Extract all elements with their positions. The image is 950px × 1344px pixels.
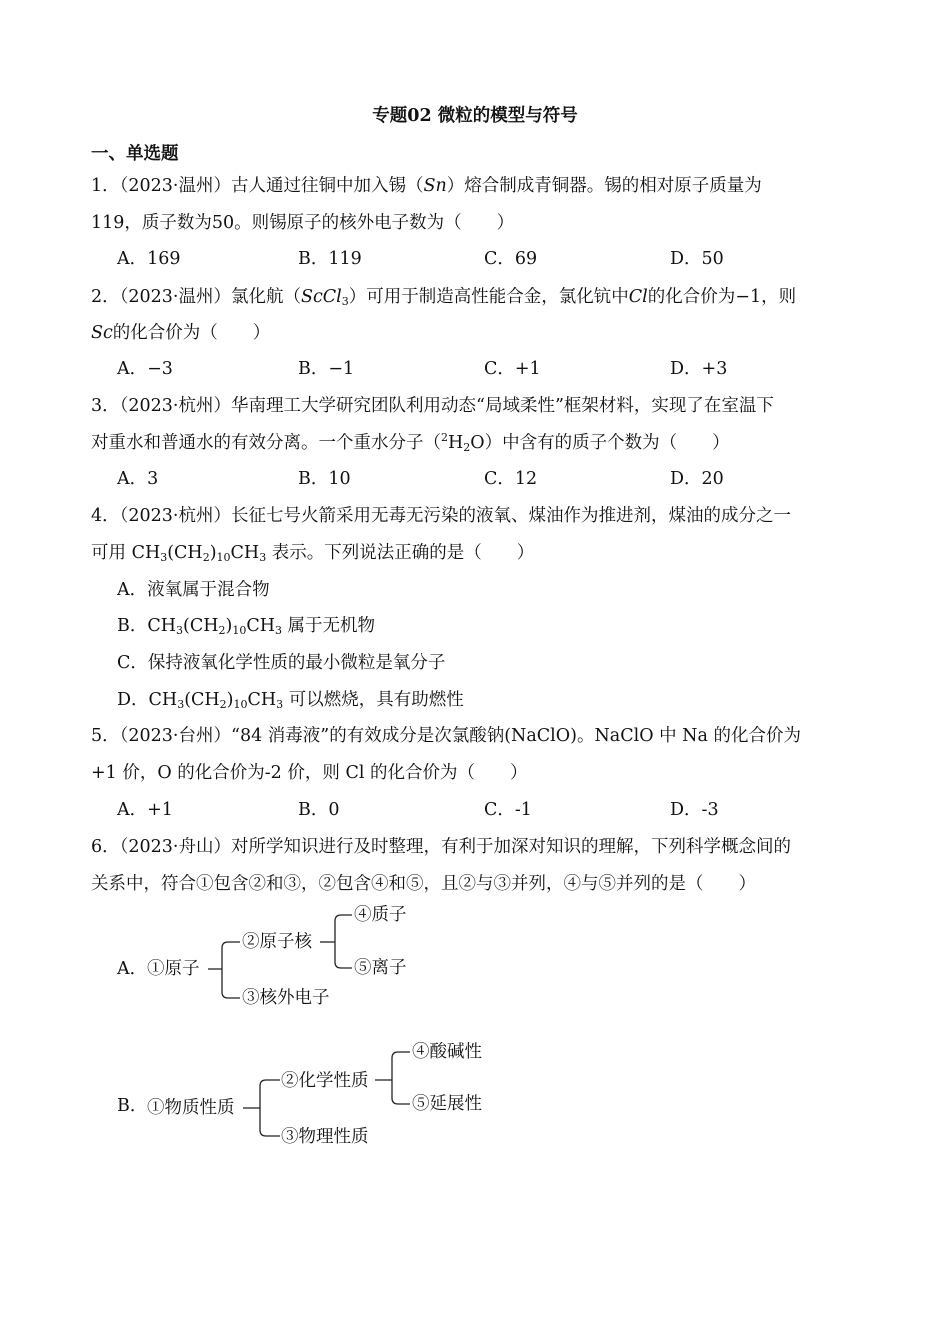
q4-option-c[interactable]: C．保持液氧化学性质的最小微粒是氧分子 xyxy=(117,653,446,673)
q4-option-a[interactable]: A．液氧属于混合物 xyxy=(117,580,270,600)
q1-line-1: 1．（2023·温州）古人通过往铜中加入锡（Sn）熔合制成青铜器。锡的相对原子质量为 xyxy=(91,176,762,196)
q2-line-2: Sc的化合价为（ ） xyxy=(91,323,271,343)
q1-option-a[interactable]: A．169 xyxy=(117,249,181,269)
q2-formula: ScCl xyxy=(301,287,342,307)
diagram-b-node-2: ②化学性质 xyxy=(281,1071,369,1091)
q6-line-2: 关系中，符合①包含②和③，②包含④和⑤，且②与③并列，④与⑤并列的是（ ） xyxy=(91,874,756,894)
q3-line-1: 3．（2023·杭州）华南理工大学研究团队利用动态“局域柔性”框架材料，实现了在室温下 xyxy=(91,396,774,416)
diagram-a-node-5: ⑤离子 xyxy=(354,958,407,978)
q2-source: （2023·温州） xyxy=(119,287,231,307)
q2-line-1: 2．（2023·温州）氯化航（ScCl$_3$）可用于制造高性能合金，氯化钪中Cl的化合价为−1，则 xyxy=(91,287,797,308)
q2-option-c[interactable]: C．+1 xyxy=(484,359,541,379)
q3-line-2: 对重水和普通水的有效分离。一个重水分子$(^2H_2O)$中含有的质子个数为（ ） xyxy=(91,431,730,454)
q5-line-1: 5．（2023·台州）“84 消毒液”的有效成分是次氯酸钠(NaClO)。NaClO 中 Na 的化合价为 xyxy=(91,726,801,746)
q5-option-b[interactable]: B．0 xyxy=(298,800,340,820)
q5-number: 5． xyxy=(91,726,120,746)
q5-option-c[interactable]: C．-1 xyxy=(484,800,532,820)
q4-line-1: 4．（2023·杭州）长征七号火箭采用无毒无污染的液氧、煤油作为推进剂，煤油的成分之一 xyxy=(91,506,791,526)
q3-option-b[interactable]: B．10 xyxy=(298,469,351,489)
diagram-b-root: ①物质性质 xyxy=(147,1098,235,1118)
q6-option-a-label: A． xyxy=(117,959,148,979)
q4-line-2: 可用 $CH_3(CH_2)_{10}CH_3$ 表示。下列说法正确的是（ ） xyxy=(91,543,535,564)
q2-option-a[interactable]: A．−3 xyxy=(117,359,173,379)
diagram-a-node-2: ②原子核 xyxy=(242,932,312,952)
q3-number: 3． xyxy=(91,396,120,416)
q6-number: 6． xyxy=(91,837,120,857)
page-title: 专题02 微粒的模型与符号 xyxy=(372,106,578,126)
q1-option-b[interactable]: B．119 xyxy=(298,249,362,269)
q4-number: 4． xyxy=(91,506,120,526)
q1-option-c[interactable]: C．69 xyxy=(484,249,538,269)
q5-source: （2023·台州） xyxy=(119,726,231,746)
diagram-a-node-4: ④质子 xyxy=(354,905,407,925)
q3-option-c[interactable]: C．12 xyxy=(484,469,538,489)
q3-option-a[interactable]: A．3 xyxy=(117,469,159,489)
q4-source: （2023·杭州） xyxy=(119,506,231,526)
q5-option-a[interactable]: A．+1 xyxy=(117,800,173,820)
diagram-b-connectors xyxy=(240,1040,420,1150)
q2-option-b[interactable]: B．−1 xyxy=(298,359,355,379)
q6-source: （2023·舟山） xyxy=(119,837,231,857)
q5-option-d[interactable]: D．-3 xyxy=(670,800,719,820)
section-heading: 一、单选题 xyxy=(91,144,179,164)
diagram-a-connectors xyxy=(200,900,360,1010)
q4-option-d[interactable]: D．$CH_3(CH_2)_{10}CH_3$ 可以燃烧，具有助燃性 xyxy=(117,690,464,711)
diagram-a-node-3: ③核外电子 xyxy=(242,988,330,1008)
q1-option-d[interactable]: D．50 xyxy=(670,249,724,269)
q3-source: （2023·杭州） xyxy=(119,396,231,416)
q1-symbol: Sn xyxy=(423,176,447,196)
diagram-b-node-3: ③物理性质 xyxy=(281,1127,369,1147)
q3-option-d[interactable]: D．20 xyxy=(670,469,724,489)
q1-source: （2023·温州） xyxy=(119,176,231,196)
q4-option-b[interactable]: B．$CH_3(CH_2)_{10}CH_3$ 属于无机物 xyxy=(117,616,376,637)
q2-number: 2． xyxy=(91,287,120,307)
q6-option-b-label: B． xyxy=(117,1096,148,1116)
q5-line-2: +1 价，O 的化合价为-2 价，则 Cl 的化合价为（ ） xyxy=(91,763,528,783)
diagram-b-node-4: ④酸碱性 xyxy=(412,1042,482,1062)
q6-line-1: 6．（2023·舟山）对所学知识进行及时整理，有利于加深对知识的理解，下列科学概念间的 xyxy=(91,837,791,857)
q1-number: 1． xyxy=(91,176,120,196)
diagram-a-root: ①原子 xyxy=(147,959,200,979)
diagram-b-node-5: ⑤延展性 xyxy=(412,1094,482,1114)
q1-line-2: 119，质子数为50。则锡原子的核外电子数为（ ） xyxy=(91,213,515,233)
q2-option-d[interactable]: D．+3 xyxy=(670,359,728,379)
